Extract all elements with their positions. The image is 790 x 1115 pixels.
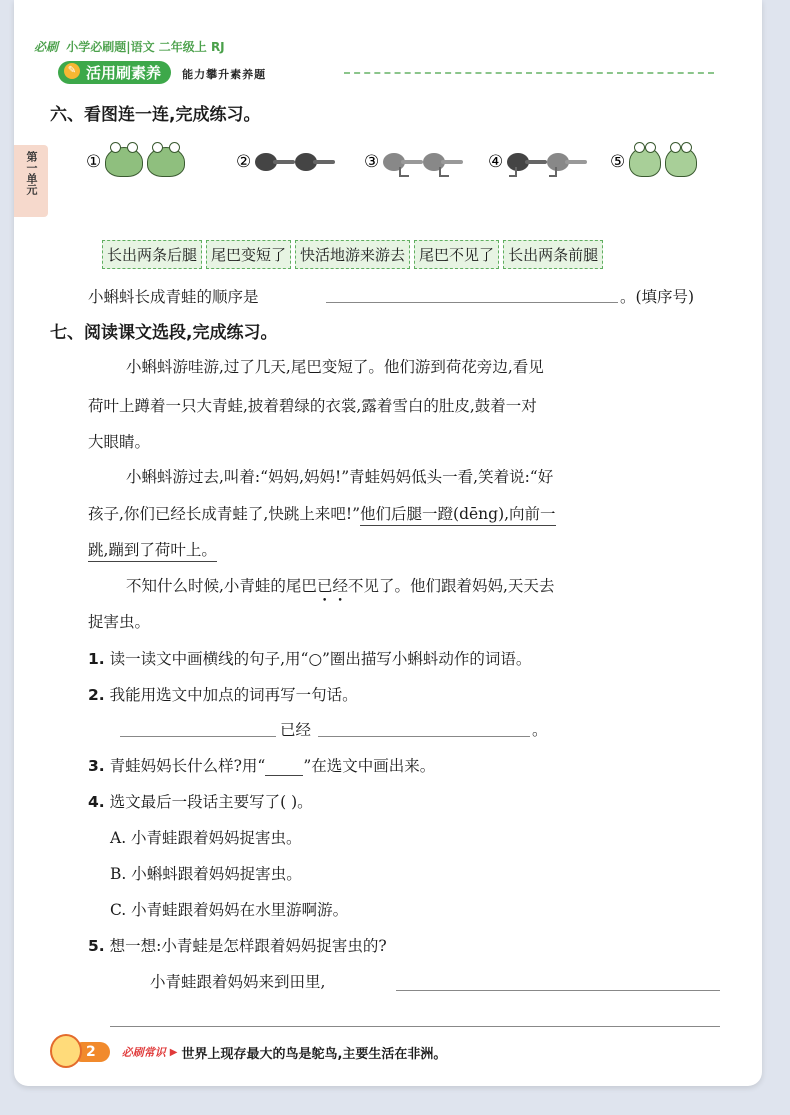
q2-answer-line-2[interactable] xyxy=(318,736,530,737)
para3-line1-part2: 不见了。他们跟着妈妈,天天去 xyxy=(347,577,555,595)
q2-number: 2. xyxy=(88,686,105,704)
question-4 xyxy=(88,790,313,812)
para3-line2: 捉害虫。 xyxy=(88,613,151,631)
option-hind-legs[interactable]: 长出两条后腿 xyxy=(102,240,202,269)
underlined-sentence-1: 他们后腿一蹬(dēng),向前一 xyxy=(360,505,556,526)
section-subtitle: 能力攀升素养题 xyxy=(182,68,267,81)
q7-title: 七、阅读课文选段,完成练习。 xyxy=(50,323,278,343)
frog-icon xyxy=(105,147,143,177)
question-1 xyxy=(88,647,531,669)
picture-4-number: ④ xyxy=(488,152,504,172)
para2-line2 xyxy=(88,502,556,524)
q1-text: 读一读文中画横线的句子,用“○”圈出描写小蝌蚪动作的词语。 xyxy=(109,650,532,668)
q5-number: 5. xyxy=(88,937,105,955)
picture-4 xyxy=(488,134,587,190)
picture-2 xyxy=(236,134,335,190)
question-3 xyxy=(88,754,435,776)
q6-title: 六、看图连一连,完成练习。 xyxy=(50,105,261,125)
tip-label: 必刷常识 xyxy=(121,1046,166,1059)
tip-text: 世界上现存最大的鸟是鸵鸟,主要生活在非洲。 xyxy=(181,1046,447,1062)
picture-2-number: ② xyxy=(236,152,252,172)
section-title: 活用刷素养 xyxy=(86,64,162,82)
q4-option-a[interactable]: A. 小青蛙跟着妈妈捉害虫。 xyxy=(110,829,302,847)
q1-number: 1. xyxy=(88,650,105,668)
page-number: 2 xyxy=(72,1042,110,1062)
dotted-char-1: 已 xyxy=(316,577,333,595)
q4-text: 选文最后一段话主要写了( )。 xyxy=(109,793,313,811)
para2-line3 xyxy=(88,538,217,560)
underlined-sentence-2: 跳,蹦到了荷叶上。 xyxy=(88,541,217,562)
dotted-char-2: 经 xyxy=(332,577,348,595)
q5-answer-line-1[interactable] xyxy=(396,990,720,991)
section-pill xyxy=(58,61,171,84)
young-frog-icon xyxy=(665,147,697,177)
option-tail-gone[interactable]: 尾巴不见了 xyxy=(414,240,499,269)
picture-1-number: ① xyxy=(86,152,102,172)
q2-mid-word: 已经 xyxy=(280,721,312,739)
brand-logo: 必刷 xyxy=(34,40,59,54)
q4-option-b[interactable]: B. 小蝌蚪跟着妈妈捉害虫。 xyxy=(110,865,302,883)
page-header xyxy=(34,38,225,55)
q4-option-c[interactable]: C. 小青蛙跟着妈妈在水里游啊游。 xyxy=(110,901,349,919)
worksheet-page xyxy=(14,0,762,1086)
picture-3-number: ③ xyxy=(364,152,380,172)
q3-line-sample xyxy=(265,757,303,776)
frog-icon xyxy=(147,147,185,177)
q4-number: 4. xyxy=(88,793,105,811)
tadpole-legs-icon xyxy=(383,153,405,171)
order-answer-line[interactable] xyxy=(326,302,618,303)
q2-text: 我能用选文中加点的词再写一句话。 xyxy=(109,686,358,704)
mascot-icon xyxy=(50,1034,82,1068)
q3-number: 3. xyxy=(88,757,105,775)
stage-options xyxy=(102,240,603,269)
option-tail-shorter[interactable]: 尾巴变短了 xyxy=(206,240,291,269)
tadpole-arms-icon xyxy=(507,153,529,171)
order-prompt: 小蝌蚪长成青蛙的顺序是 xyxy=(88,288,259,306)
question-2 xyxy=(88,683,358,705)
banner-divider xyxy=(344,72,714,74)
unit-tab-label: 第一单元 xyxy=(25,151,38,195)
q5-answer-start: 小青蛙跟着妈妈来到田里, xyxy=(150,973,326,991)
q3-text-a: 青蛙妈妈长什么样?用“ xyxy=(109,757,266,775)
pencil-icon: ✎ xyxy=(64,63,80,79)
para2-line1: 小蝌蚪游过去,叫着:“妈妈,妈妈!”青蛙妈妈低头一看,笑着说:“好 xyxy=(126,468,554,486)
para3-line1 xyxy=(126,574,554,596)
para1-line2: 荷叶上蹲着一只大青蛙,披着碧绿的衣裳,露着雪白的肚皮,鼓着一对 xyxy=(88,397,537,415)
arrow-right-icon: ▶ xyxy=(169,1046,178,1058)
para3-line1-part1: 不知什么时候,小青蛙的尾巴 xyxy=(126,577,317,595)
section-banner xyxy=(58,61,266,84)
header-title: 小学必刷题|语文 二年级上 RJ xyxy=(66,40,225,54)
page-footer xyxy=(54,1040,446,1064)
picture-5 xyxy=(610,134,701,190)
picture-1 xyxy=(86,134,189,190)
q2-answer-line-1[interactable] xyxy=(120,736,276,737)
q2-end: 。 xyxy=(532,721,548,739)
option-front-legs[interactable]: 长出两条前腿 xyxy=(503,240,603,269)
young-frog-icon xyxy=(629,147,661,177)
question-5 xyxy=(88,934,387,956)
picture-3 xyxy=(364,134,463,190)
para1-line1: 小蝌蚪游哇游,过了几天,尾巴变短了。他们游到荷花旁边,看见 xyxy=(126,358,544,376)
para1-line3: 大眼睛。 xyxy=(88,433,151,451)
para2-line2-part1: 孩子,你们已经长成青蛙了,快跳上来吧!” xyxy=(88,505,361,523)
tadpole-arms-icon xyxy=(547,153,569,171)
tadpole-icon xyxy=(295,153,317,171)
picture-5-number: ⑤ xyxy=(610,152,626,172)
tadpole-legs-icon xyxy=(423,153,445,171)
q5-answer-line-2[interactable] xyxy=(110,1026,720,1027)
tadpole-icon xyxy=(255,153,277,171)
unit-tab xyxy=(14,145,48,217)
q3-text-b: ”在选文中画出来。 xyxy=(303,757,436,775)
option-swim-happily[interactable]: 快活地游来游去 xyxy=(295,240,410,269)
order-suffix: 。(填序号) xyxy=(620,288,695,306)
q5-text: 想一想:小青蛙是怎样跟着妈妈捉害虫的? xyxy=(109,937,387,955)
